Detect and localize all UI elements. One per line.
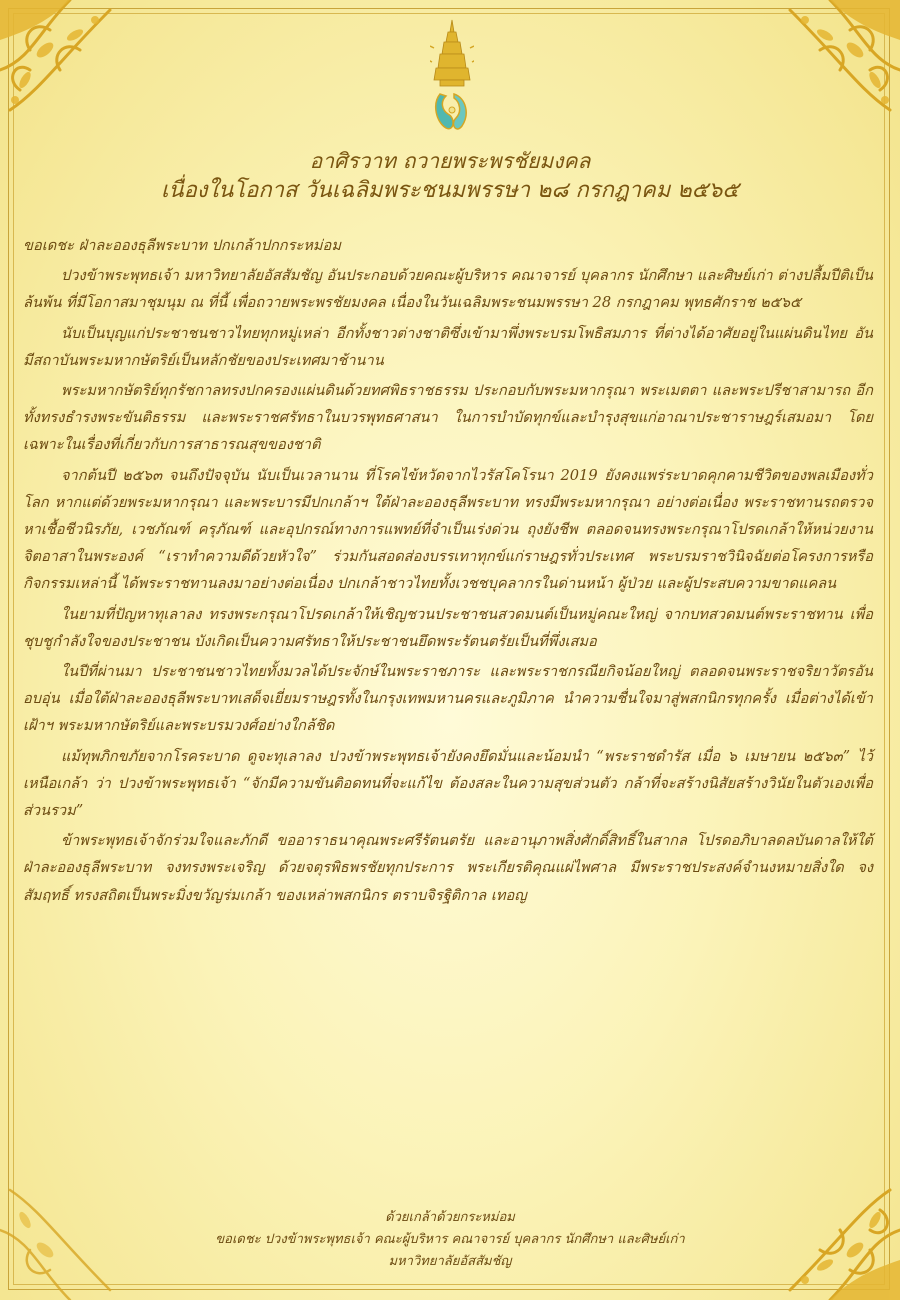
signature-line: มหาวิทยาลัยอัสสัมชัญ [388,1254,512,1269]
document-title: อาศิรวาท ถวายพระพรชัยมงคล [309,149,591,173]
signature-line: ด้วยเกล้าด้วยกระหม่อม [385,1210,515,1225]
floral-ornament-icon [760,0,900,140]
paragraph: ในปีที่ผ่านมา ประชาชนชาวไทยทั้งมวลได้ประจักษ์ในพระราชภาระ และพระราชกรณียกิจน้อยใหญ่ ตลอดจนพระราชจริยาวัตรอันอบอุ่น เมื่อใต้ฝ่าละอองธุลีพระบาทเสด็จเยี่ยมราษฎรทั้งในกรุงเทพมหานครและภูมิภาค นำความชื่นใจมาสู่พสกนิกรทุกครั้ง เมื่อต่างได้เข้าเฝ้าฯ พระมหากษัตริย์และพระบรมวงศ์อย่างใกล้ชิด [23,663,873,735]
paragraph: แม้ทุพภิกขภัยจากโรคระบาด ดูจะทุเลาลง ปวงข้าพระพุทธเจ้ายังคงยึดมั่นและน้อมนำ “พระราชดำรัส เมื่อ ๖ เมษายน ๒๕๖๓” ไว้เหนือเกล้า ว่า ปวงข้าพระพุทธเจ้า “จักมีความขันติอดทนที่จะแก้ไข ต้องสละในความสุขส่วนตัว กล้าที่จะสร้างนิสัยสร้างวินัยในตัวเองเพื่อส่วนรวม” [23,747,873,820]
document-subtitle: เนื่องในโอกาส วันเฉลิมพระชนมพรรษา ๒๘ กรกฎาคม ๒๕๖๕ [161,178,739,203]
document-body [23,232,873,912]
paragraph: ในยามที่ปัญหาทุเลาลง ทรงพระกรุณาโปรดเกล้าให้เชิญชวนประชาชนสวดมนต์เป็นหมู่คณะใหญ่ จากบทสวดมนต์พระราชทาน เพื่อชุบชูกำลังใจของประชาชน บังเกิดเป็นความศรัทธาให้ประชาชนยึดพระรัตนตรัยเป็นที่พึ่งเสมอ [23,605,873,650]
paragraph: พระมหากษัตริย์ทุกรัชกาลทรงปกครองแผ่นดินด้วยทศพิธราชธรรม ประกอบกับพระมหากรุณา พระเมตตา และพระปรีชาสามารถ อีกทั้งทรงธำรงพระขันติธรรม และพระราชศรัทธาในบวรพุทธศาสนา ในการบำบัดทุกข์และบำรุงสุขแก่อาณาประชาราษฎร์เสมอมา โดยเฉพาะในเรื่องที่เกี่ยวกับการสาธารณสุขของชาติ [23,382,873,454]
paragraph: ปวงข้าพระพุทธเจ้า มหาวิทยาลัยอัสสัมชัญ อันประกอบด้วยคณะผู้บริหาร คณาจารย์ บุคลากร นักศึกษา และศิษย์เก่า ต่างปลื้มปีติเป็นล้นพ้น ที่มีโอกาสมาชุมนุม ณ ที่นี้ เพื่อถวายพระพรชัยมงคล เนื่องในวันเฉลิมพระชนมพรรษา 28 กรกฎาคม พุทธศักราช ๒๕๖๕ [23,267,873,312]
paragraph: ข้าพระพุทธเจ้าจักร่วมใจและภักดี ขออาราธนาคุณพระศรีรัตนตรัย และอานุภาพสิ่งศักดิ์สิทธิ์ในสากล โปรดอภิบาลดลบันดาลให้ใต้ฝ่าละอองธุลีพระบาท จงทรงพระเจริญ ด้วยจตุรพิธพรชัยทุกประการ พระเกียรติคุณแผ่ไพศาล มีพระราชประสงค์จำนงหมายสิ่งใด จงสัมฤทธิ์ ทรงสถิตเป็นพระมิ่งขวัญร่มเกล้า ของเหล่าพสกนิกร ตราบจิรฐิติกาล เทอญ [23,832,873,904]
signature-line: ขอเดชะ ปวงข้าพระพุทธเจ้า คณะผู้บริหาร คณาจารย์ บุคลากร นักศึกษา และศิษย์เก่า [215,1232,685,1247]
salutation: ขอเดชะ ฝ่าละอองธุลีพระบาท ปกเกล้าปกกระหม่อม [23,237,341,254]
signature-block [0,1207,900,1273]
floral-ornament-icon [0,0,140,140]
paragraph: จากต้นปี ๒๕๖๓ จนถึงปัจจุบัน นับเป็นเวลานาน ที่โรคไข้หวัดจากไวรัสโคโรนา 2019 ยังคงแพร่ระบาดคุกคามชีวิตของพลเมืองทั่วโลก หากแต่ด้วยพระมหากรุณา และพระบารมีปกเกล้าฯ ใต้ฝ่าละอองธุลีพระบาท ทรงมีพระมหากรุณา อย่างต่อเนื่อง พระราชทานรถตรวจหาเชื้อชีวนิรภัย, เวชภัณฑ์ ครุภัณฑ์ และอุปกรณ์ทางการแพทย์ที่จำเป็นเร่งด่วน ถุงยังชีพ ตลอดจนทรงพระกรุณาโปรดเกล้าให้หน่วยงานจิตอาสาในพระองค์ “เราทำความดีด้วยหัวใจ” ร่วมกันสอดส่องบรรเทาทุกข์แก่ราษฎรทั่วประเทศ พระบรมราชวินิจฉัยต่อโครงการหรือกิจกรรมเหล่านี้ ได้พระราชทานลงมาอย่างต่อเนื่อง ปกเกล้าชาวไทยทั้งเวชชบุคลากรในด่านหน้า ผู้ป่วย และผู้ประสบความขาดแคลน [23,466,873,593]
royal-cypher-emblem-icon [430,18,474,148]
paragraph: นับเป็นบุญแก่ประชาชนชาวไทยทุกหมู่เหล่า อีกทั้งชาวต่างชาติซึ่งเข้ามาพึ่งพระบรมโพธิสมภาร ที่ต่างได้อาศัยอยู่ในแผ่นดินไทย อันมีสถาบันพระมหากษัตริย์เป็นหลักชัยของประเทศมาช้านาน [23,324,873,369]
